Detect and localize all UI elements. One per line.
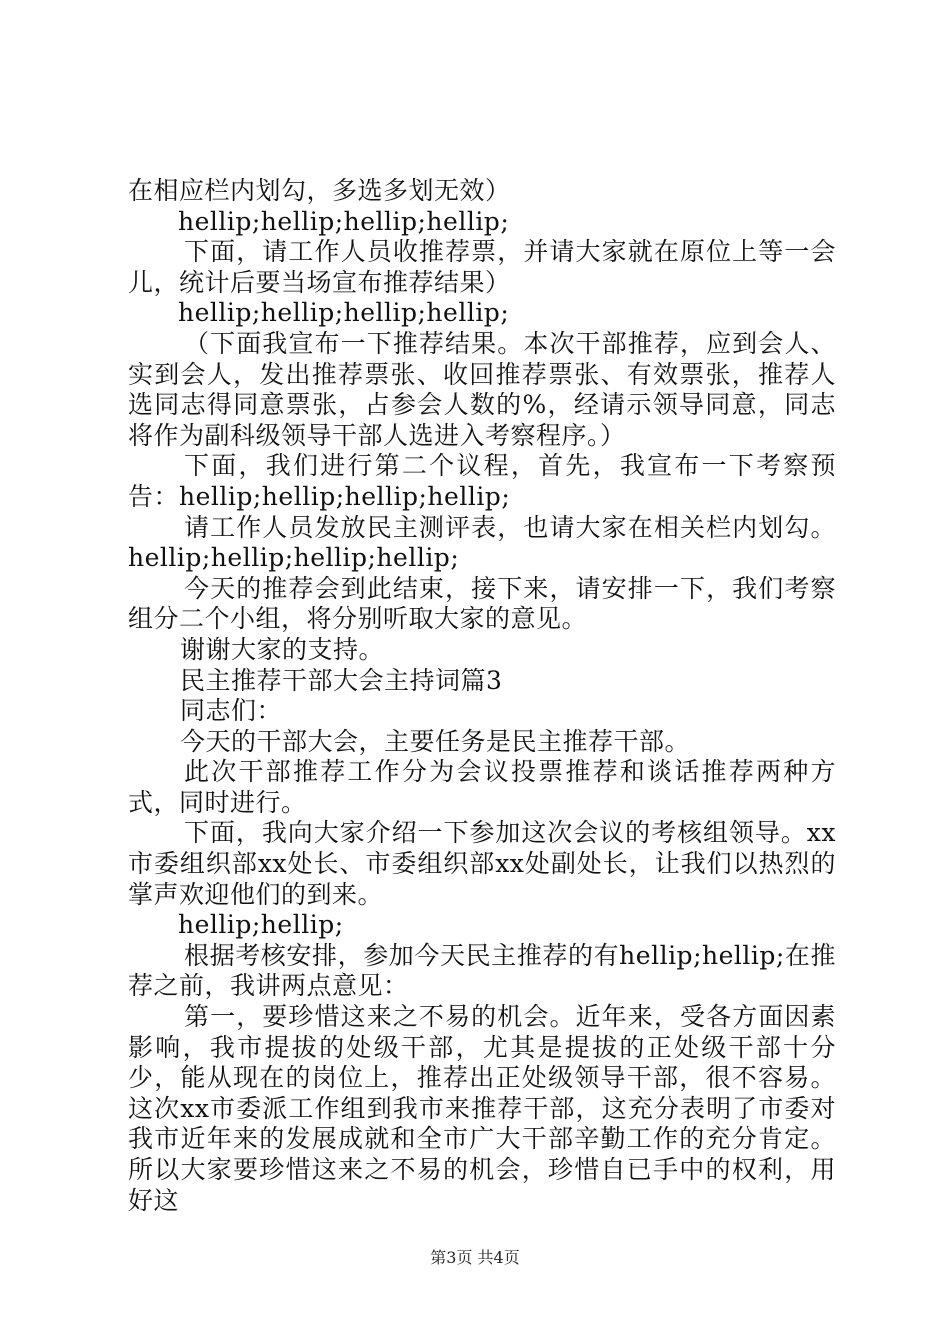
paragraph: hellip;hellip; xyxy=(178,910,344,940)
paragraph: hellip;hellip;hellip;hellip; xyxy=(178,298,510,328)
section-heading: 民主推荐干部大会主持词篇3 xyxy=(180,665,503,695)
paragraph: （下面我宣布一下推荐结果。本次干部推荐，应到会人、实到会人，发出推荐票张、收回推荐票张、有效票张，推荐人选同志得同意票张，占参会人数的%，经请示领导同意，同志将作为副科级领导干部人选进入考察程序。） xyxy=(128,328,836,450)
paragraph: hellip;hellip;hellip;hellip; xyxy=(178,206,510,236)
paragraph: 今天的推荐会到此结束，接下来，请安排一下，我们考察组分二个小组，将分别听取大家的意见。 xyxy=(128,573,836,634)
salutation: 同志们： xyxy=(180,696,283,726)
page-number: 第3页 共4页 xyxy=(430,1248,520,1267)
paragraph: 下面，我们进行第二个议程，首先，我宣布一下考察预告：hellip;hellip;hellip;hellip; xyxy=(128,451,836,511)
paragraph: 根据考核安排，参加今天民主推荐的有hellip;hellip;在推荐之前，我讲两点意见： xyxy=(128,940,836,1001)
paragraph: 下面，请工作人员收推荐票，并请大家就在原位上等一会儿，统计后要当场宣布推荐结果） xyxy=(128,237,836,297)
paragraph: 在相应栏内划勾，多选多划无效） xyxy=(128,176,511,205)
paragraph: 第一，要珍惜这来之不易的机会。近年来，受各方面因素影响，我市提拔的处级干部，尤其是提拔的正处级干部十分少，能从现在的岗位上，推荐出正处级领导干部，很不容易。这次xx市委派工作组到我市来推荐干部，这充分表明了市委对我市近年来的发展成就和全市广大干部辛勤工作的充分肯定。所以大家要珍惜这来之不易的机会，珍惜自已手中的权利，用好这 xyxy=(128,1002,836,1215)
paragraph: 今天的干部大会，主要任务是民主推荐干部。 xyxy=(180,726,691,756)
paragraph: 下面，我向大家介绍一下参加这次会议的考核组领导。xx市委组织部xx处长、市委组织部xx处副处长，让我们以热烈的掌声欢迎他们的到来。 xyxy=(128,818,836,909)
paragraph: 请工作人员发放民主测评表，也请大家在相关栏内划勾。hellip;hellip;hellip;hellip; xyxy=(128,512,836,573)
document-body xyxy=(128,176,836,1216)
paragraph: 谢谢大家的支持。 xyxy=(180,634,385,664)
paragraph: 此次干部推荐工作分为会议投票推荐和谈话推荐两种方式，同时进行。 xyxy=(128,757,836,817)
